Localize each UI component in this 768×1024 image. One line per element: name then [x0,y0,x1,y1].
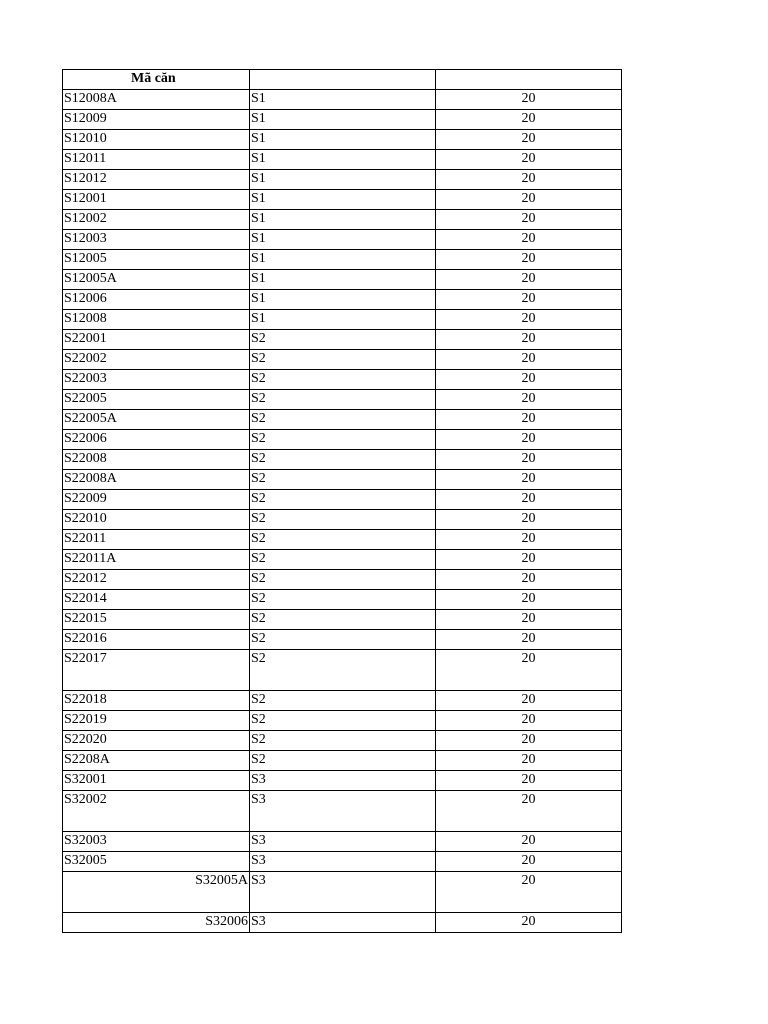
table-row [63,570,622,590]
cell-ma-can: S12005 [63,250,250,270]
table-row [63,290,622,310]
cell-value: 20 [436,430,622,450]
cell-ma-can: S22016 [63,630,250,650]
cell-value: 20 [436,310,622,330]
cell-value: 20 [436,852,622,872]
cell-block: S2 [250,490,436,510]
table-row [63,490,622,510]
table-row [63,310,622,330]
header-col-3 [436,70,622,90]
cell-value: 20 [436,791,622,832]
cell-value: 20 [436,550,622,570]
cell-block: S2 [250,650,436,691]
table-body [63,90,622,933]
cell-block: S3 [250,832,436,852]
cell-value: 20 [436,630,622,650]
cell-ma-can: S22018 [63,691,250,711]
table-row [63,731,622,751]
table-row [63,250,622,270]
cell-block: S2 [250,430,436,450]
cell-value: 20 [436,150,622,170]
cell-value: 20 [436,190,622,210]
cell-block: S2 [250,390,436,410]
table-row [63,791,622,832]
cell-block: S2 [250,530,436,550]
cell-ma-can: S22011A [63,550,250,570]
cell-ma-can: S12010 [63,130,250,150]
cell-value: 20 [436,490,622,510]
cell-block: S2 [250,570,436,590]
cell-ma-can: S22009 [63,490,250,510]
table-row [63,913,622,933]
table-row [63,590,622,610]
cell-block: S1 [250,270,436,290]
cell-value: 20 [436,110,622,130]
cell-ma-can: S22019 [63,711,250,731]
cell-value: 20 [436,330,622,350]
cell-ma-can: S22012 [63,570,250,590]
table-row [63,630,622,650]
cell-block: S2 [250,610,436,630]
cell-ma-can: S22002 [63,350,250,370]
cell-block: S2 [250,590,436,610]
cell-value: 20 [436,210,622,230]
table-row [63,110,622,130]
cell-value: 20 [436,691,622,711]
table-row [63,430,622,450]
header-col-2 [250,70,436,90]
table-row [63,270,622,290]
cell-block: S1 [250,110,436,130]
cell-block: S3 [250,913,436,933]
cell-ma-can: S12003 [63,230,250,250]
table-row [63,852,622,872]
cell-ma-can: S32003 [63,832,250,852]
cell-value: 20 [436,370,622,390]
table-row [63,691,622,711]
cell-block: S1 [250,230,436,250]
cell-value: 20 [436,650,622,691]
cell-block: S1 [250,210,436,230]
cell-value: 20 [436,570,622,590]
cell-ma-can: S22020 [63,731,250,751]
cell-ma-can: S12011 [63,150,250,170]
cell-value: 20 [436,872,622,913]
cell-value: 20 [436,832,622,852]
cell-block: S2 [250,711,436,731]
cell-ma-can: S12009 [63,110,250,130]
cell-block: S2 [250,350,436,370]
cell-value: 20 [436,250,622,270]
cell-block: S3 [250,771,436,791]
cell-ma-can: S22005 [63,390,250,410]
cell-ma-can: S22001 [63,330,250,350]
cell-value: 20 [436,913,622,933]
cell-ma-can: S32005 [63,852,250,872]
table-row [63,550,622,570]
cell-ma-can: S12012 [63,170,250,190]
table-row [63,872,622,913]
cell-ma-can: S12001 [63,190,250,210]
cell-block: S1 [250,130,436,150]
cell-value: 20 [436,751,622,771]
cell-ma-can: S12008A [63,90,250,110]
cell-ma-can: S22008 [63,450,250,470]
table-row [63,350,622,370]
cell-value: 20 [436,470,622,490]
cell-value: 20 [436,590,622,610]
cell-block: S2 [250,691,436,711]
table-row [63,390,622,410]
cell-value: 20 [436,510,622,530]
cell-value: 20 [436,410,622,430]
cell-value: 20 [436,530,622,550]
cell-ma-can: S22008A [63,470,250,490]
cell-block: S2 [250,450,436,470]
cell-value: 20 [436,390,622,410]
header-row [63,70,622,90]
cell-block: S1 [250,170,436,190]
table-row [63,130,622,150]
table-row [63,450,622,470]
cell-ma-can: S12006 [63,290,250,310]
cell-ma-can: S12002 [63,210,250,230]
cell-ma-can: S22006 [63,430,250,450]
cell-block: S2 [250,470,436,490]
cell-value: 20 [436,130,622,150]
cell-block: S3 [250,852,436,872]
cell-block: S2 [250,751,436,771]
cell-value: 20 [436,610,622,630]
cell-ma-can: S32002 [63,791,250,832]
cell-block: S1 [250,290,436,310]
table-row [63,90,622,110]
cell-value: 20 [436,711,622,731]
cell-ma-can: S22003 [63,370,250,390]
cell-value: 20 [436,450,622,470]
cell-ma-can: S32006 [63,913,250,933]
cell-ma-can: S2208A [63,751,250,771]
table-row [63,370,622,390]
cell-ma-can: S12008 [63,310,250,330]
table-row [63,530,622,550]
table-row [63,330,622,350]
cell-block: S1 [250,310,436,330]
table-row [63,771,622,791]
cell-ma-can: S12005A [63,270,250,290]
cell-ma-can: S22014 [63,590,250,610]
cell-block: S2 [250,410,436,430]
data-table [62,69,622,933]
table-row [63,510,622,530]
cell-value: 20 [436,270,622,290]
cell-value: 20 [436,731,622,751]
cell-block: S2 [250,630,436,650]
table-row [63,711,622,731]
cell-block: S1 [250,150,436,170]
cell-value: 20 [436,350,622,370]
cell-ma-can: S22010 [63,510,250,530]
table-row [63,230,622,250]
table-row [63,832,622,852]
cell-block: S3 [250,872,436,913]
cell-block: S2 [250,330,436,350]
table-row [63,170,622,190]
cell-block: S2 [250,370,436,390]
cell-value: 20 [436,170,622,190]
header-ma-can: Mã căn [63,70,250,90]
table-row [63,610,622,630]
table-row [63,190,622,210]
cell-ma-can: S22005A [63,410,250,430]
cell-value: 20 [436,230,622,250]
table-row [63,210,622,230]
table-row [63,150,622,170]
cell-ma-can: S32001 [63,771,250,791]
table-row [63,650,622,691]
cell-block: S2 [250,510,436,530]
cell-ma-can: S22015 [63,610,250,630]
table-row [63,410,622,430]
cell-value: 20 [436,290,622,310]
cell-block: S3 [250,791,436,832]
cell-value: 20 [436,771,622,791]
cell-block: S2 [250,731,436,751]
cell-ma-can: S22017 [63,650,250,691]
cell-block: S1 [250,90,436,110]
cell-block: S2 [250,550,436,570]
cell-value: 20 [436,90,622,110]
cell-ma-can: S22011 [63,530,250,550]
cell-block: S1 [250,250,436,270]
table-row [63,751,622,771]
cell-block: S1 [250,190,436,210]
cell-ma-can: S32005A [63,872,250,913]
table-row [63,470,622,490]
